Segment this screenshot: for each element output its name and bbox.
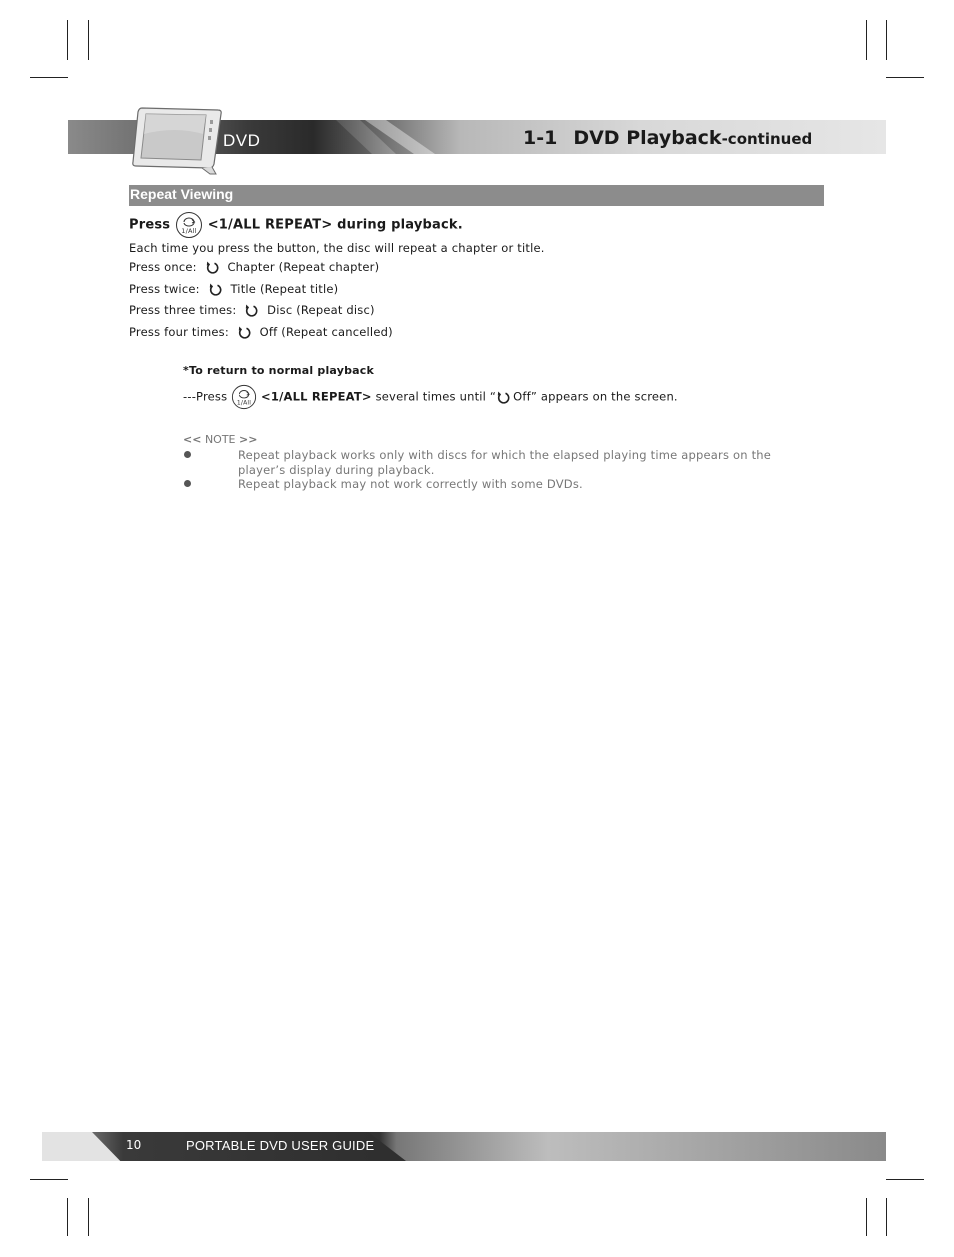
repeat-icon — [244, 303, 259, 318]
step-value: Off (Repeat cancelled) — [259, 325, 393, 339]
page-number: 10 — [126, 1138, 142, 1152]
repeat-icon — [205, 260, 220, 275]
crop-mark — [30, 1179, 68, 1180]
section-label: DVD — [223, 131, 261, 150]
crop-mark — [67, 1198, 68, 1236]
return-end: Off” appears on the screen. — [513, 389, 678, 404]
instruction-line — [129, 211, 463, 239]
crop-mark — [866, 1198, 867, 1236]
step-label: Press twice: — [129, 282, 200, 296]
crop-mark — [886, 20, 887, 60]
repeat-button-icon — [231, 384, 257, 410]
title-main: DVD Playback — [573, 127, 722, 149]
instruction-press: Press — [129, 217, 171, 233]
note-heading — [183, 433, 257, 446]
repeat-icon — [237, 325, 252, 340]
bullet — [184, 480, 191, 487]
page-title — [523, 127, 812, 149]
step-value: Disc (Repeat disc) — [267, 303, 375, 317]
footer-guide-title: PORTABLE DVD USER GUIDE — [186, 1138, 375, 1153]
intro-text: Each time you press the button, the disc will repeat a chapter or title. — [129, 241, 545, 255]
return-key: <1/ALL REPEAT> — [261, 389, 372, 404]
portable-dvd-player-icon — [130, 104, 224, 176]
repeat-button-label: 1/All — [181, 227, 197, 235]
title-number: 1-1 — [523, 127, 558, 149]
step-once — [129, 260, 379, 275]
note-label: NOTE — [204, 433, 236, 446]
step-value: Title (Repeat title) — [230, 282, 339, 296]
repeat-button-label: 1/All — [237, 399, 252, 407]
crop-mark — [30, 77, 68, 78]
step-four-times — [129, 325, 393, 340]
bullet — [184, 451, 191, 458]
return-prefix: ---Press — [183, 389, 228, 404]
repeat-icon — [496, 390, 511, 405]
note-open: << — [183, 433, 202, 446]
section-heading: Repeat Viewing — [130, 186, 234, 202]
step-three-times — [129, 303, 375, 318]
note-item: Repeat playback may not work correctly with some DVDs. — [238, 477, 583, 491]
instruction-rest: <1/ALL REPEAT> during playback. — [207, 217, 463, 233]
title-suffix: -continued — [721, 130, 813, 148]
crop-mark — [88, 1198, 89, 1236]
step-label: Press once: — [129, 260, 197, 274]
crop-mark — [886, 77, 924, 78]
repeat-icon — [208, 282, 223, 297]
return-instruction — [183, 384, 678, 410]
crop-mark — [67, 20, 68, 60]
step-twice — [129, 282, 338, 297]
crop-mark — [866, 20, 867, 60]
crop-mark — [886, 1198, 887, 1236]
return-mid: several times until “ — [375, 389, 497, 404]
return-heading: *To return to normal playback — [183, 364, 375, 377]
step-label: Press four times: — [129, 325, 229, 339]
note-item: Repeat playback works only with discs for which the elapsed playing time appears on the player’s display during playback. — [238, 448, 772, 477]
step-value: Chapter (Repeat chapter) — [227, 260, 380, 274]
crop-mark — [886, 1179, 924, 1180]
repeat-button-icon — [175, 211, 203, 239]
note-close: >> — [239, 433, 258, 446]
crop-mark — [88, 20, 89, 60]
section-heading-bar — [129, 185, 824, 206]
step-label: Press three times: — [129, 303, 237, 317]
